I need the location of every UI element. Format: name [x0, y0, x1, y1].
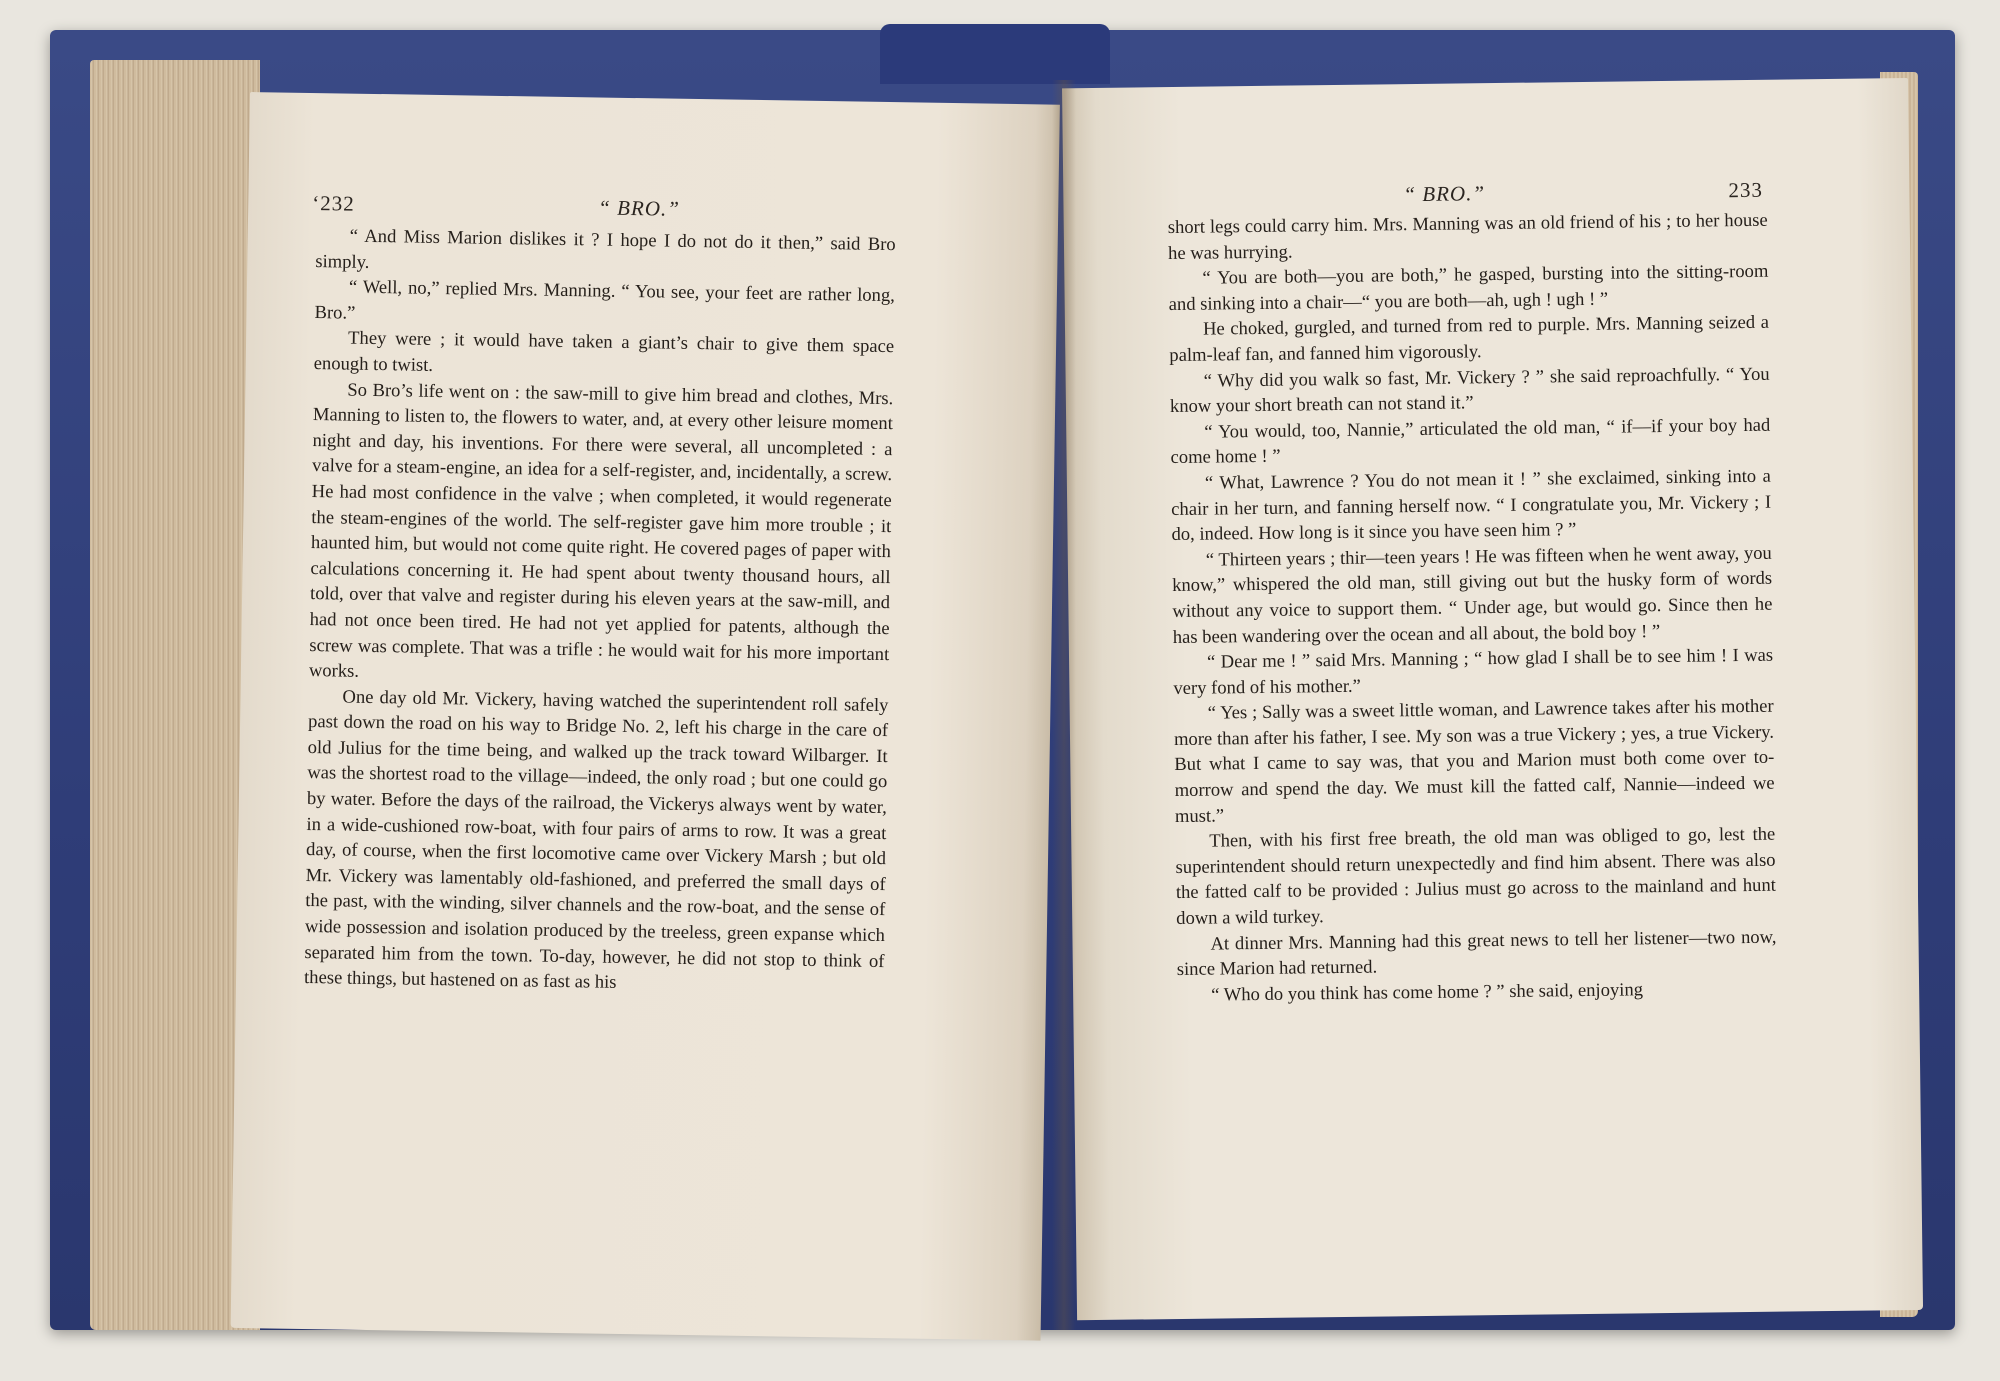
book-gutter — [1052, 80, 1076, 1330]
paragraph: “ And Miss Marion dislikes it ? I hope I do not do it then,” said Bro simply. — [315, 225, 896, 273]
book-spine — [880, 24, 1110, 84]
paragraph: They were ; it would have taken a giant’s chair to give them space enough to twist. — [313, 327, 895, 376]
paragraph: “ Why did you walk so fast, Mr. Vickery ? ” she said reproachfully. “ You know your short breath can not stand it.” — [1169, 363, 1770, 418]
right-page-number: 233 — [1728, 177, 1764, 203]
right-running-head: “ BRO.” — [1403, 181, 1486, 207]
paragraph: “ Dear me ! ” said Mrs. Manning ; “ how glad I shall be to see him ! I was very fond of his mother.” — [1173, 644, 1774, 699]
paragraph: One day old Mr. Vickery, having watched the superintendent roll safely past down the road on his way to Bridge No. 2, left his charge in the care of old Julius for the time being, and walked up the track toward Wilbarger. It was the shortest road to the village—indeed, the only road ; but one could go by water. Before the days of the railroad, the Vickerys always went by water, in a wide-cushioned row-boat, with four pairs of arms to row. It was a great day, of course, when the first locomotive came over Vickery Marsh ; but old Mr. Vickery was lamentably old-fashioned, and preferred the small days of the past, with the winding, silver channels and the row-boat, and the sense of wide possession and isolation produced by the treeless, green expanse which separated him from the town. To-day, however, he did not stop to think of these things, but hastened on as fast as his — [303, 686, 889, 994]
left-page-text — [304, 223, 896, 1000]
paragraph: He choked, gurgled, and turned from red to purple. Mrs. Manning seized a palm-leaf fan, and fanned him vigorously. — [1169, 312, 1770, 367]
paragraph: short legs could carry him. Mrs. Manning was an old friend of his ; to her house he was hurrying. — [1167, 209, 1768, 264]
left-running-head: “ BRO.” — [598, 195, 681, 221]
paragraph: “ Well, no,” replied Mrs. Manning. “ You see, your feet are rather long, Bro.” — [314, 276, 896, 324]
paragraph: “ You would, too, Nannie,” articulated the old man, “ if—if your boy had come home ! ” — [1170, 414, 1771, 469]
paragraph: “ Who do you think has come home ? ” she said, enjoying — [1211, 979, 1644, 1006]
paragraph: “ You are both—you are both,” he gasped, bursting into the sitting-room and sinking into a chair—“ you are both—ah, ugh ! ugh ! ” — [1168, 260, 1769, 315]
paragraph: At dinner Mrs. Manning had this great news to tell her listener—two now, since Marion had returned. — [1176, 926, 1777, 981]
right-page — [1062, 78, 1923, 1320]
paragraph: Then, with his first free breath, the old man was obliged to go, lest the superintendent should return unexpectedly and find him absent. There was also the fatted calf to be provided : Julius must go across to the mainland and hunt down a wild turkey. — [1175, 823, 1776, 930]
paragraph: “ Thirteen years ; thir—teen years ! He was fifteen when he went away, you know,” whispered the old man, still giving out but the husky form of words without any voice to support them. “ Under age, but would go. Since then he has been wandering over the ocean and all about, the bold boy ! ” — [1172, 542, 1773, 648]
left-page — [231, 92, 1060, 1341]
right-page-text — [1168, 208, 1778, 1009]
paragraph: So Bro’s life went on : the saw-mill to give him bread and clothes, Mrs. Manning to listen to, the flowers to water, and, at every other leisure moment night and day, his inventions. For there were several, all uncompleted : a valve for a steam-engine, an idea for a self-register, and, incidentally, a screw. He had most confidence in the valve ; when completed, it would regenerate the steam-engines of the world. The self-register gave him more trouble ; it haunted him, but would not come quite right. He covered pages of paper with calculations concerning it. He had spent about twenty thousand hours, all told, over that valve and register during his eleven years at the saw-mill, and had not once been tired. He had not yet applied for patents, although the screw was complete. That was a trifle : he would wait for his more important works. — [308, 379, 894, 682]
left-page-number: ‘232 — [312, 190, 355, 216]
paragraph: “ What, Lawrence ? You do not mean it ! ” she exclaimed, sinking into a chair in her turn, and fanning herself now. “ I congratulate you, Mr. Vickery ; I do, indeed. How long is it since you have seen him ? ” — [1171, 465, 1772, 546]
paragraph: “ Yes ; Sally was a sweet little woman, and Lawrence takes after his mother more than after his father, I see. My son was a true Vickery ; yes, a true Vickery. But what I came to say was, that you and Marion must both come over to-morrow and spend the day. We must kill the fatted calf, Nannie—indeed we must.” — [1173, 695, 1775, 827]
